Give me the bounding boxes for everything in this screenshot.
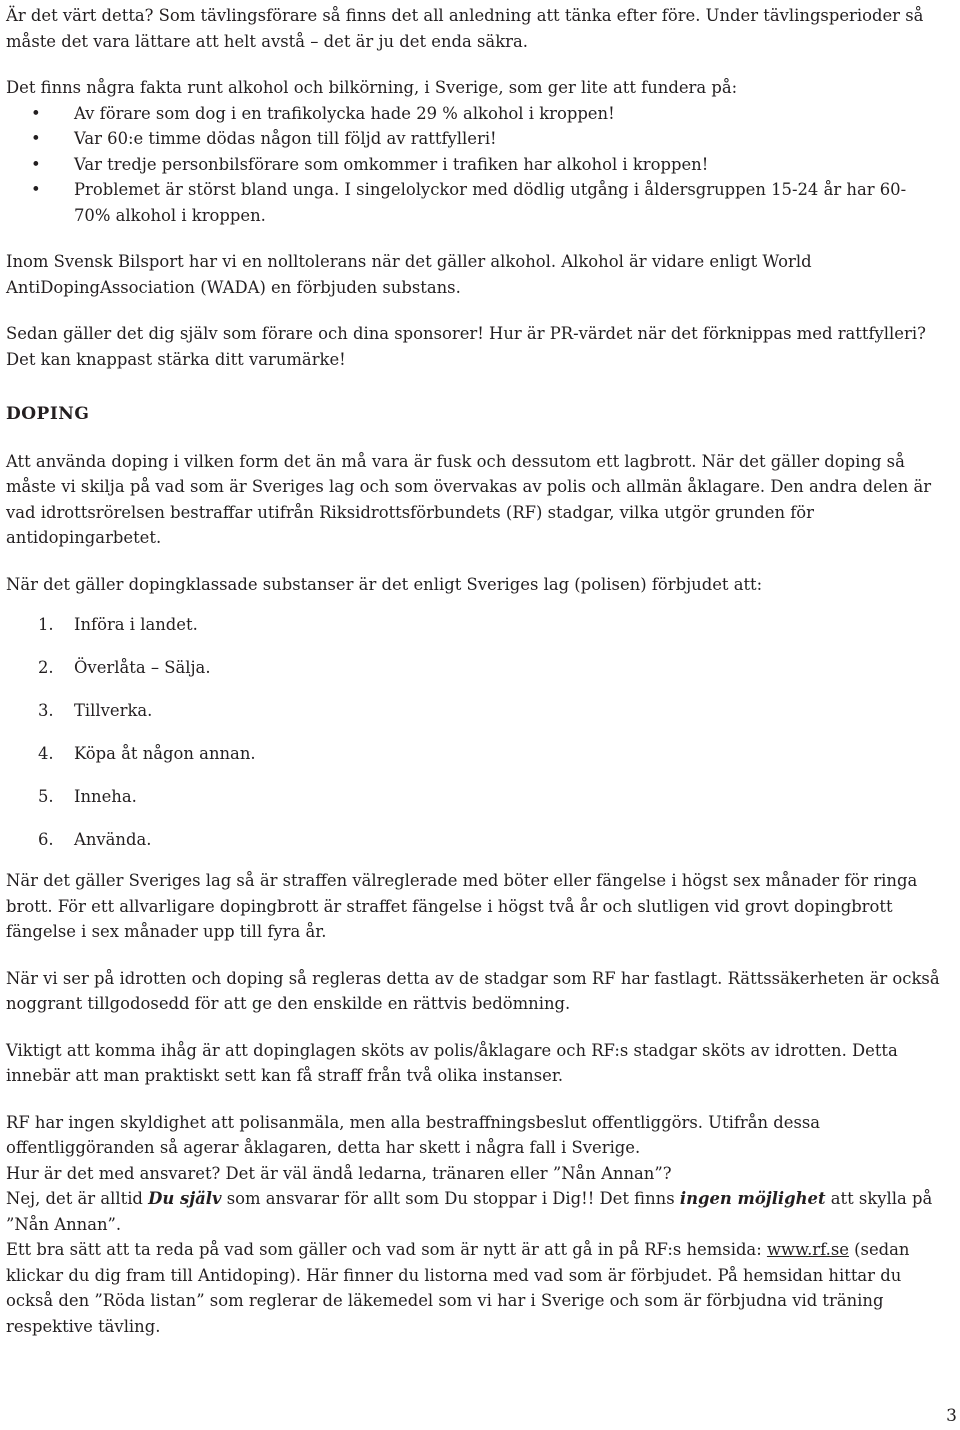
- emphasis-du-sjalv: Du själv: [148, 1189, 222, 1208]
- fact-item: • Var 60:e timme dödas någon till följd av rattfylleri!: [6, 126, 941, 152]
- fact-item: • Av förare som dog i en trafikolycka hade 29 % alkohol i kroppen!: [6, 101, 941, 127]
- rf-report-paragraph: RF har ingen skyldighet att polisanmäla, men alla bestraffningsbeslut offentliggörs. Utifrån dessa offentliggöranden så agerar åklagaren, detta har skett i några fall i Sverige.: [6, 1112, 821, 1157]
- emphasis-ingen-mojlighet: ingen möjlighet: [679, 1189, 826, 1208]
- fact-item: • Var tredje personbilsförare som omkommer i trafiken har alkohol i kroppen!: [6, 152, 941, 178]
- sponsor-paragraph: Sedan gäller det dig själv som förare och dina sponsorer! Hur är PR-värdet när det förknippas med rattfylleri? Det kan knappast stärka ditt varumärke!: [6, 324, 926, 369]
- doping-paragraph: Att använda doping i vilken form det än må vara är fusk och dessutom ett lagbrott. När det gäller doping så måste vi skilja på vad som är Sveriges lag och som övervakas av polis och allmän åklagare. Den andra delen är vad idrottsrörelsen bestraffar utifrån Riksidrottsförbundets (RF) stadgar, vilka utgör grunden för antidopingarbetet.: [6, 451, 932, 547]
- document-page: [6, 3, 941, 1339]
- list-item: 6. Använda.: [38, 830, 152, 849]
- page-number: 3: [946, 1406, 957, 1426]
- responsibility-question: Hur är det med ansvaret? Det är väl ändå ledarna, tränaren eller ”Nån Annan”?: [6, 1163, 672, 1183]
- responsibility-answer: Nej, det är alltid Du själv som ansvarar för allt som Du stoppar i Dig!! Det finns ingen möjlighet att skylla på ”Nån Annan”.: [6, 1189, 933, 1234]
- list-item: 1. Införa i landet.: [38, 615, 198, 634]
- zero-tolerance-paragraph: Inom Svensk Bilsport har vi en nolltolerans när det gäller alkohol. Alkohol är vidare enligt World AntiDopingAssociation (WADA) en förbjuden substans.: [6, 252, 812, 297]
- website-paragraph: Ett bra sätt att ta reda på vad som gäller och vad som är nytt är att gå in på RF:s hemsida: www.rf.se (sedan klickar du dig fram till Antidoping). Här finner du listorna med vad som är förbjudet. På hemsidan hittar du också den ”Röda listan” som reglerar de läkemedel som vi har i Sverige och som är förbjudna vid träning respektive tävling.: [6, 1240, 910, 1336]
- rf-website-link[interactable]: www.rf.se: [766, 1240, 849, 1259]
- intro-paragraph: Är det värt detta? Som tävlingsförare så finns det all anledning att tänka efter före. Under tävlingsperioder så måste det vara lättare att helt avstå – det är ju det enda säkra.: [6, 6, 924, 51]
- forbidden-list: [6, 612, 941, 852]
- fact-item: • Problemet är störst bland unga. I singelolyckor med dödlig utgång i åldersgruppen 15-24 år har 60-70% alkohol i kroppen.: [6, 177, 941, 228]
- list-item: 3. Tillverka.: [38, 701, 153, 720]
- section-heading-doping: DOPING: [6, 404, 90, 424]
- list-item: 4. Köpa åt någon annan.: [38, 744, 256, 763]
- forbidden-intro: När det gäller dopingklassade substanser är det enligt Sveriges lag (polisen) förbjudet att:: [6, 574, 763, 594]
- facts-intro: Det finns några fakta runt alkohol och bilkörning, i Sverige, som ger lite att fundera på:: [6, 78, 738, 97]
- penalty-paragraph: När det gäller Sveriges lag så är straffen välreglerade med böter eller fängelse i högst sex månader för ringa brott. För ett allvarligare dopingbrott är straffet fängelse i högst två år och slutligen vid grovt dopingbrott fängelse i sex månader upp till fyra år.: [6, 871, 918, 941]
- two-instances-paragraph: Viktigt att komma ihåg är att dopinglagen sköts av polis/åklagare och RF:s stadgar sköts av idrotten. Detta innebär att man praktiskt sett kan få straff från två olika instanser.: [6, 1040, 898, 1085]
- facts-list: [6, 101, 941, 229]
- list-item: 5. Inneha.: [38, 787, 137, 806]
- rf-rules-paragraph: När vi ser på idrotten och doping så regleras detta av de stadgar som RF har fastlagt. Rättssäkerheten är också noggrant tillgodosedd för att ge den enskilde en rättvis bedömning.: [6, 968, 940, 1013]
- list-item: 2. Överlåta – Sälja.: [38, 658, 211, 677]
